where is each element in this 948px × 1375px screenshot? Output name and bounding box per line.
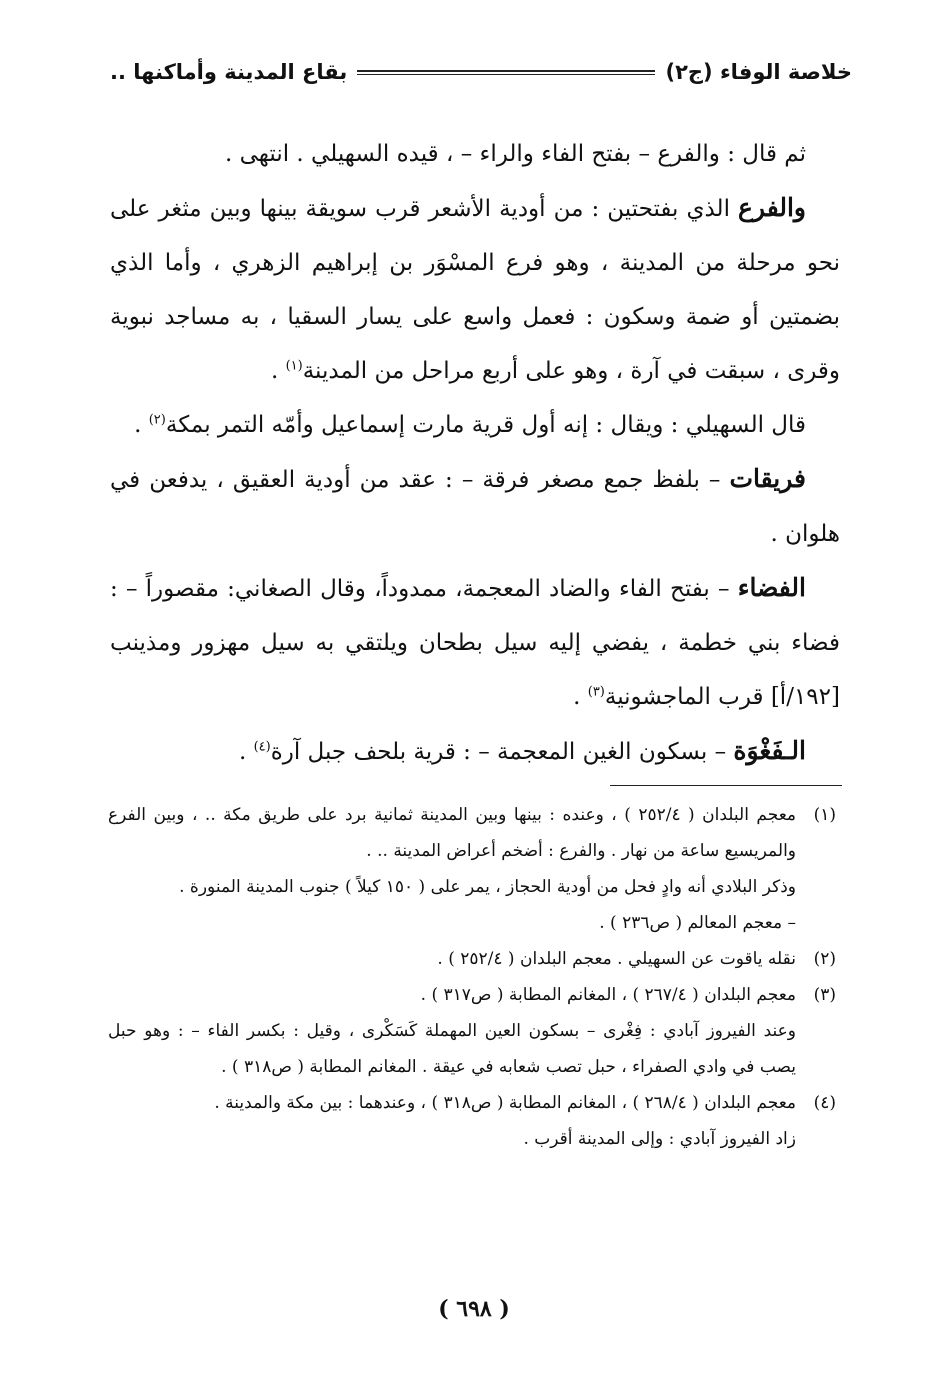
footnote-continuation: وعند الفيروز آبادي : فِغْرى – بسكون العين المهملة كَسَكْرى ، وقيل : بكسر الفاء – : وهو حبل يصب في وادي الصفراء ، حبل تصب شعابه في عيقة . المغانم المطابة ( ص٣١٨ ) .: [108, 1021, 796, 1077]
footnote-line: معجم البلدان ( ٢٦٧/٤ ) ، المغانم المطابة ( ص٣١٧ ) .: [420, 985, 796, 1005]
entry-term: فريقات: [729, 464, 806, 493]
paragraph: [110, 181, 840, 398]
footnote-number: (٣): [813, 985, 836, 1005]
paragraph-tail: .: [134, 412, 149, 438]
paragraph-text: قال السهيلي : ويقال : إنه أول قرية مارت إسماعيل وأمّه التمر بمكة: [165, 412, 806, 438]
footnote-number: (٢): [813, 949, 836, 969]
footnote-separator: [610, 785, 842, 786]
header-book-title: خلاصة الوفاء (ج٢): [665, 60, 852, 84]
paragraph-text: – بفتح الفاء والضاد المعجمة، ممدوداً، وقال الصغاني: مقصوراً – : فضاء بني خطمة ، يفضي إليه سيل بطحان ويلتقي به سيل مهزور ومذينب [١٩٢/أ] قرب الماجشونية: [110, 576, 840, 710]
footnote-number: (٤): [813, 1093, 836, 1113]
footnote: [108, 941, 836, 977]
paragraph: [110, 452, 840, 561]
page-number: ( ٦٩٨ ): [438, 1296, 510, 1322]
footnote: [108, 797, 836, 941]
footnote-line: – معجم المعالم ( ص٢٣٦ ) .: [599, 913, 796, 933]
entry-term: والفرع: [738, 193, 806, 222]
footnote-line: معجم البلدان ( ٢٥٢/٤ ) ، وعنده : بينها وبين المدينة ثمانية برد على طريق مكة .. ، وبين الفرع والمريسيع ساعة من نهار . والفرع : أضخم أعراض المدينة .. .: [108, 805, 797, 861]
footnotes: [108, 797, 836, 1157]
running-header: [110, 52, 852, 92]
footnote: [108, 1085, 836, 1157]
footnote-line: وذكر البلادي أنه وادٍ فحل من أودية الحجاز ، يمر على ( ١٥٠ كيلاً ) جنوب المدينة المنورة .: [179, 877, 796, 897]
footnote-number: (١): [813, 805, 836, 825]
paragraph: [110, 398, 840, 452]
entry-term: الفضاء: [737, 573, 806, 602]
paragraph-text: – بلفظ جمع مصغر فرقة – : عقد من أودية العقيق ، يدفعن في هلوان .: [110, 467, 840, 547]
paragraph: [110, 127, 840, 181]
paragraph: [110, 561, 840, 724]
footnote-ref: (٣): [587, 684, 605, 700]
paragraph-tail: .: [270, 358, 286, 384]
main-text: [110, 127, 840, 779]
entry-term: الـفَغْوَة: [733, 736, 806, 765]
footnote: [108, 977, 836, 1013]
header-chapter-title: بقاع المدينة وأماكنها ..: [110, 60, 348, 84]
footnote-ref: (١): [285, 358, 303, 374]
paragraph-tail: .: [573, 684, 588, 710]
footnote-line: معجم البلدان ( ٢٦٨/٤ ) ، المغانم المطابة ( ص٣١٨ ) ، وعندهما : بين مكة والمدينة .: [214, 1093, 796, 1113]
paragraph-text: – بسكون الغين المعجمة – : قرية بلحف جبل آرة: [270, 739, 734, 765]
paragraph: [110, 724, 840, 779]
footnote-line: نقله ياقوت عن السهيلي . معجم البلدان ( ٢٥٢/٤ ) .: [437, 949, 796, 969]
paragraph-text: ثم قال : والفرع – بفتح الفاء والراء – ، قيده السهيلي . انتهى .: [224, 141, 806, 167]
footnote-line: زاد الفيروز آبادي : وإلى المدينة أقرب .: [523, 1129, 796, 1149]
paragraph-text: الذي بفتحتين : من أودية الأشعر قرب سويقة بينها وبين مثغر على نحو مرحلة من المدينة ، وهو فرع المسْوَر بن إبراهيم الزهري ، وأما الذي بضمتين أو ضمة وسكون : فعمل واسع على يسار السقيا ، به مساجد نبوية وقرى ، سبقت في آرة ، وهو على أربع مراحل من المدينة: [110, 196, 840, 384]
header-rule: [357, 70, 655, 75]
footnote-ref: (٢): [148, 412, 166, 428]
footnote-ref: (٤): [253, 739, 271, 755]
paragraph-tail: .: [238, 739, 254, 765]
